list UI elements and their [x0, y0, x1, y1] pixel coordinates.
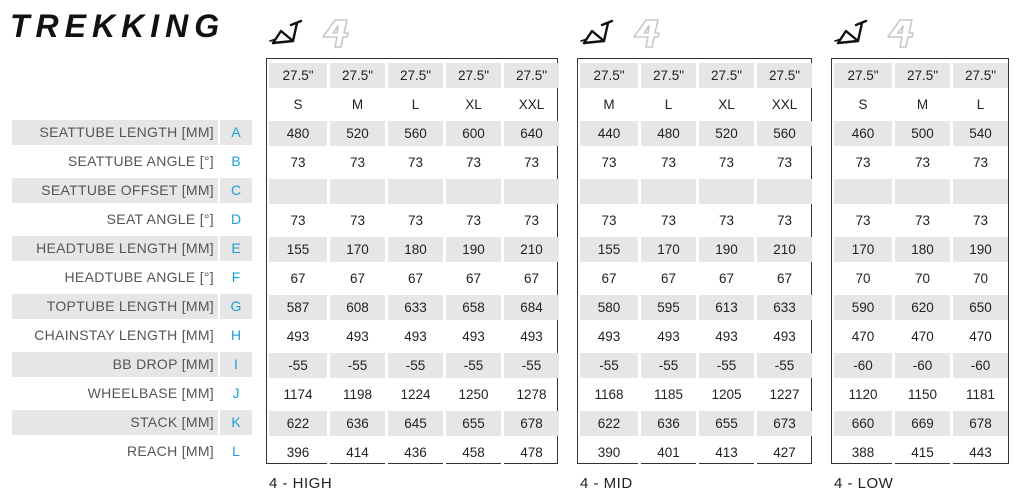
table-cell [638, 179, 696, 204]
table-cell: 70 [892, 266, 950, 291]
table-cell: -55 [443, 353, 501, 378]
table-row [580, 150, 812, 175]
table-cell: 73 [855, 155, 871, 170]
table-cell: 67 [385, 266, 443, 291]
table-cell: 73 [385, 208, 443, 233]
table-cell: 67 [290, 271, 306, 286]
table-cell: 396 [286, 445, 310, 460]
table-cell: 27.5" [754, 63, 812, 88]
table-cell: -55 [696, 353, 754, 378]
table-cell: 540 [950, 121, 1008, 146]
table-cell: 190 [443, 237, 501, 262]
row-label-letter: C [220, 178, 252, 203]
table-row [580, 411, 812, 436]
table-row [580, 353, 812, 378]
table-cell [834, 179, 892, 204]
table-row [269, 237, 559, 262]
table-cell: 27.5" [834, 63, 892, 88]
table-cell: 73 [327, 208, 385, 233]
table-row [269, 208, 559, 233]
table-row [269, 295, 559, 320]
table-cell: 27.5" [501, 63, 559, 88]
table-cell: -55 [327, 353, 385, 378]
table-cell: 660 [834, 411, 892, 436]
table-cell [950, 179, 1008, 204]
table-cell: 493 [501, 324, 559, 349]
table-cell: 493 [385, 324, 443, 349]
table-cell: 73 [696, 150, 754, 175]
table-cell: 73 [385, 150, 443, 175]
row-label-letter: D [230, 211, 242, 227]
table-cell: 480 [638, 121, 696, 146]
frame-size-row [834, 92, 1008, 117]
table-cell: 73 [855, 213, 871, 228]
table-row [834, 353, 1008, 378]
frame-icon [270, 21, 301, 43]
table-cell: 73 [290, 155, 306, 170]
table-cell: 427 [754, 440, 812, 465]
table-cell: 67 [501, 266, 559, 291]
row-label-letter: L [232, 443, 240, 459]
logo-4-icon [888, 20, 913, 47]
table-cell: 493 [327, 324, 385, 349]
table-cell: 67 [754, 266, 812, 291]
table-cell: 590 [834, 295, 892, 320]
table-row [834, 324, 1008, 349]
table-cell: 155 [269, 237, 327, 262]
table-cell: 436 [385, 440, 443, 465]
table-cell: 180 [385, 237, 443, 262]
table-cell: 478 [501, 440, 559, 465]
table-cell: 27.5" [638, 63, 696, 88]
table-row [834, 179, 1008, 204]
table-cell: 413 [696, 440, 754, 465]
row-label-text: BB DROP [MM] [12, 352, 218, 377]
table-cell: 1120 [848, 387, 878, 402]
table-cell: -55 [580, 353, 638, 378]
table-cell: 493 [286, 329, 310, 344]
table-row [834, 411, 1008, 436]
row-label [12, 410, 252, 439]
table-cell: 595 [638, 295, 696, 320]
table-cell: -60 [892, 353, 950, 378]
wheel-size-row [269, 63, 559, 88]
table-cell: 493 [638, 324, 696, 349]
table-row [834, 440, 1008, 465]
table-cell [892, 179, 950, 204]
table-row [580, 179, 812, 204]
table-cell: 684 [501, 295, 559, 320]
row-label [12, 149, 252, 178]
table-cell: 622 [269, 411, 327, 436]
table-cell: 678 [501, 411, 559, 436]
table-cell: -55 [501, 353, 559, 378]
table-cell: 73 [290, 213, 306, 228]
table-cell: 73 [950, 208, 1008, 233]
table-cell: 27.5" [443, 63, 501, 88]
table-cell: 636 [638, 411, 696, 436]
table-cell: 414 [327, 440, 385, 465]
table-cell: 1227 [754, 382, 812, 407]
table-cell: 587 [269, 295, 327, 320]
table-cell: 493 [443, 324, 501, 349]
table-cell: 443 [950, 440, 1008, 465]
table-cell: 673 [754, 411, 812, 436]
table-cell: 70 [950, 266, 1008, 291]
table-row [269, 382, 559, 407]
table-cell: 73 [601, 213, 617, 228]
table-cell: 645 [385, 411, 443, 436]
row-label-letter: I [220, 352, 252, 377]
geometry-table-4-low [831, 58, 1009, 492]
table-cell: 470 [950, 324, 1008, 349]
table-cell: 73 [892, 208, 950, 233]
table-cell: 520 [327, 121, 385, 146]
table-cell: 73 [501, 208, 559, 233]
table-row [834, 237, 1008, 262]
table-cell: 633 [385, 295, 443, 320]
frame-icon [581, 21, 612, 43]
table-cell: 67 [696, 266, 754, 291]
table-cell: M [603, 97, 615, 112]
table-row [269, 179, 559, 204]
table-cell [580, 179, 638, 204]
table-cell: -55 [269, 353, 327, 378]
row-label-text: STACK [MM] [12, 410, 218, 435]
frame-size-row [269, 92, 559, 117]
table-cell: 210 [501, 237, 559, 262]
table-cell: XXL [501, 92, 559, 117]
table-cell: 1278 [501, 382, 559, 407]
table-cell [269, 179, 327, 204]
table-row [269, 324, 559, 349]
table-cell: 440 [580, 121, 638, 146]
table-cell: 73 [754, 208, 812, 233]
row-label-letter: A [220, 120, 252, 145]
wheel-size-row [834, 63, 1008, 88]
table-row [580, 121, 812, 146]
table-cell: 560 [754, 121, 812, 146]
table-cell: -55 [385, 353, 443, 378]
row-label [12, 236, 252, 265]
group-caption: 4 - MID [580, 475, 633, 492]
table-cell: 633 [754, 295, 812, 320]
table-cell: XL [443, 92, 501, 117]
row-label-text: HEADTUBE ANGLE [°] [64, 269, 214, 285]
row-label-letter: G [220, 294, 252, 319]
table-cell: -55 [754, 353, 812, 378]
table-cell: 470 [851, 329, 875, 344]
row-label-letter: E [220, 236, 252, 261]
table-cell: 613 [696, 295, 754, 320]
table-cell: L [950, 92, 1008, 117]
row-label [12, 323, 252, 352]
table-cell: 73 [638, 150, 696, 175]
table-cell: 27.5" [327, 63, 385, 88]
table-row [580, 440, 812, 465]
table-cell: 1224 [385, 382, 443, 407]
frame-icon [835, 21, 866, 43]
table-cell: 170 [327, 237, 385, 262]
table-row [834, 266, 1008, 291]
table-cell: -55 [638, 353, 696, 378]
table-cell: 493 [754, 324, 812, 349]
row-label-text: WHEELBASE [MM] [87, 385, 214, 401]
table-row [269, 411, 559, 436]
table-row [580, 382, 812, 407]
row-label-letter: J [232, 385, 240, 401]
table-cell: 180 [892, 237, 950, 262]
row-label [12, 439, 252, 468]
table-cell: 73 [501, 150, 559, 175]
table-cell: 73 [601, 155, 617, 170]
table-cell: 460 [834, 121, 892, 146]
row-label-text: SEATTUBE ANGLE [°] [67, 153, 214, 169]
table-cell: 388 [851, 445, 875, 460]
table-row [834, 382, 1008, 407]
group-icons [267, 17, 377, 51]
table-cell: 520 [696, 121, 754, 146]
table-cell: 67 [638, 266, 696, 291]
table-cell: 658 [443, 295, 501, 320]
table-cell: 620 [892, 295, 950, 320]
table-row [269, 440, 559, 465]
row-label [12, 265, 252, 294]
table-cell: 73 [892, 150, 950, 175]
group-icons [578, 17, 688, 51]
group-icons [832, 17, 942, 51]
table-cell: 493 [597, 329, 621, 344]
table-cell: 27.5" [892, 63, 950, 88]
row-label [12, 381, 252, 410]
table-cell: 650 [950, 295, 1008, 320]
row-label-letter: H [230, 327, 242, 343]
table-cell: 73 [754, 150, 812, 175]
row-label-letter: F [231, 269, 241, 285]
table-cell: 480 [269, 121, 327, 146]
group-caption: 4 - LOW [834, 475, 894, 492]
table-cell: 67 [443, 266, 501, 291]
row-label-text: CHAINSTAY LENGTH [MM] [34, 327, 214, 343]
table-row [580, 324, 812, 349]
table-cell [696, 179, 754, 204]
table-cell: 636 [327, 411, 385, 436]
table-row [269, 121, 559, 146]
table-row [580, 295, 812, 320]
table-row [269, 266, 559, 291]
table-cell: 70 [855, 271, 871, 286]
table-row [834, 150, 1008, 175]
table-cell: 470 [892, 324, 950, 349]
table-cell: M [327, 92, 385, 117]
table-row [269, 150, 559, 175]
table-cell: 678 [950, 411, 1008, 436]
table-cell: 500 [892, 121, 950, 146]
table-cell: 1150 [892, 382, 950, 407]
table-cell: 458 [443, 440, 501, 465]
row-label-text: REACH [MM] [127, 443, 214, 459]
table-cell: 73 [443, 208, 501, 233]
table-cell: -60 [834, 353, 892, 378]
table-cell: 1181 [950, 382, 1008, 407]
table-cell: 669 [892, 411, 950, 436]
table-cell: S [293, 97, 303, 112]
table-cell: 27.5" [696, 63, 754, 88]
table-cell: 1250 [443, 382, 501, 407]
table-cell: 600 [443, 121, 501, 146]
row-label-letter: B [231, 153, 241, 169]
table-cell: 27.5" [269, 63, 327, 88]
row-label-text: TOPTUBE LENGTH [MM] [12, 294, 218, 319]
table-cell: 640 [501, 121, 559, 146]
row-labels [12, 120, 252, 468]
table-row [580, 237, 812, 262]
frame-size-row [580, 92, 812, 117]
table-cell: 170 [638, 237, 696, 262]
table-cell: 73 [638, 208, 696, 233]
table-cell: 401 [638, 440, 696, 465]
table-row [580, 208, 812, 233]
table-cell: 608 [327, 295, 385, 320]
group-caption: 4 - HIGH [269, 475, 333, 492]
table-cell [501, 179, 559, 204]
logo-4-icon [634, 20, 659, 47]
table-cell: 1198 [327, 382, 385, 407]
table-cell: 622 [580, 411, 638, 436]
table-row [834, 295, 1008, 320]
table-cell: 1205 [696, 382, 754, 407]
wheel-size-row [580, 63, 812, 88]
table-cell: L [385, 92, 443, 117]
table-cell: 390 [597, 445, 621, 460]
logo-4-icon [323, 20, 348, 47]
table-cell [385, 179, 443, 204]
table-cell: XXL [754, 92, 812, 117]
table-cell: 27.5" [950, 63, 1008, 88]
row-label-letter: K [220, 410, 252, 435]
table-cell: 415 [892, 440, 950, 465]
table-row [834, 208, 1008, 233]
table-row [834, 121, 1008, 146]
table-cell: 73 [443, 150, 501, 175]
page-title: TREKKING [10, 8, 226, 44]
geometry-table-4-high [266, 58, 558, 492]
table-cell: 27.5" [385, 63, 443, 88]
row-label [12, 178, 252, 207]
table-cell: 1185 [638, 382, 696, 407]
table-cell: 73 [327, 150, 385, 175]
table-cell: 67 [327, 266, 385, 291]
table-cell: 73 [696, 208, 754, 233]
row-label-text: SEAT ANGLE [°] [106, 211, 214, 227]
row-label [12, 294, 252, 323]
table-cell: XL [696, 92, 754, 117]
table-cell: 27.5" [580, 63, 638, 88]
table-cell [443, 179, 501, 204]
table-cell [754, 179, 812, 204]
table-cell: M [892, 92, 950, 117]
table-cell: 170 [834, 237, 892, 262]
table-cell: 155 [580, 237, 638, 262]
table-cell: L [638, 92, 696, 117]
table-cell: -60 [950, 353, 1008, 378]
table-cell: 190 [950, 237, 1008, 262]
table-cell: 210 [754, 237, 812, 262]
table-cell: 655 [443, 411, 501, 436]
geometry-table-4-mid [577, 58, 812, 492]
row-label [12, 120, 252, 149]
table-cell: 1174 [283, 387, 313, 402]
row-label-text: HEADTUBE LENGTH [MM] [12, 236, 218, 261]
table-cell: 190 [696, 237, 754, 262]
table-cell: 1168 [594, 387, 624, 402]
table-row [269, 353, 559, 378]
table-cell: 560 [385, 121, 443, 146]
row-label-text: SEATTUBE LENGTH [MM] [12, 120, 218, 145]
table-cell: 655 [696, 411, 754, 436]
table-row [580, 266, 812, 291]
table-cell: S [858, 97, 868, 112]
table-cell: 580 [580, 295, 638, 320]
row-label [12, 352, 252, 381]
table-cell: 73 [950, 150, 1008, 175]
table-cell [327, 179, 385, 204]
table-cell: 67 [601, 271, 617, 286]
row-label [12, 207, 252, 236]
row-label-text: SEATTUBE OFFSET [MM] [12, 178, 218, 203]
table-cell: 493 [696, 324, 754, 349]
